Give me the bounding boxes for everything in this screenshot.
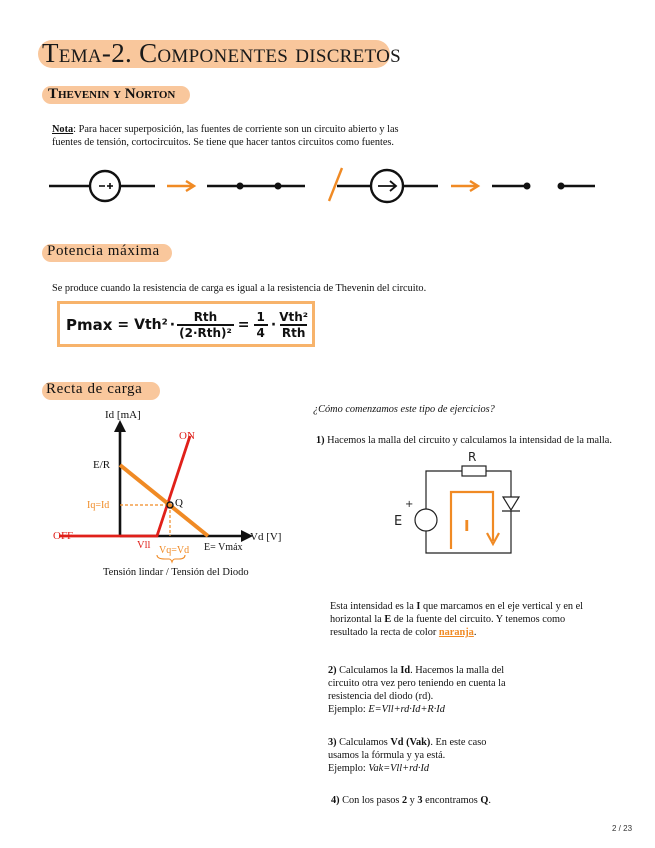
open-circuit-icon — [492, 183, 595, 190]
formula-frac1-den: (2·Rth)² — [179, 326, 232, 340]
note-text-line2: fuentes de tensión, cortocircuitos. Se tiene que hacer tantos circuitos como fuentes. — [52, 137, 394, 148]
explain-text-1: Esta intensidad es la — [330, 601, 417, 612]
vmax-label: E= Vmáx — [204, 542, 243, 553]
step4-text-a: Con los pasos — [339, 795, 402, 806]
note-label: Nota — [52, 124, 74, 135]
section-heading-recta: Recta de carga — [46, 381, 143, 397]
formula-dot: · — [169, 317, 176, 333]
note-paragraph — [52, 123, 472, 149]
resistor-icon — [462, 466, 486, 476]
y-axis-label: Id [mA] — [105, 409, 141, 421]
explain-i: I — [416, 601, 421, 612]
max-power-formula — [66, 305, 308, 345]
note-text-line1: : Para hacer superposición, las fuentes de corriente son un circuito abierto y las — [73, 124, 399, 135]
section-heading-thevenin: Thevenin y Norton — [48, 86, 176, 102]
step4-text-b: encontramos — [422, 795, 481, 806]
step2-paragraph — [328, 664, 520, 716]
e-label: E — [394, 514, 403, 529]
vll-label: Vll — [137, 540, 151, 551]
formula-frac3-den: Rth — [281, 326, 306, 340]
graph-caption: Tensión lindar / Tensión del Diodo — [103, 567, 249, 578]
explain-text-2: que marcamos en el eje vertical y en el horizontal la — [330, 601, 584, 625]
question-text: ¿Cómo comenzamos este tipo de ejercicios? — [313, 404, 495, 415]
formula-frac2-num: 1 — [256, 310, 265, 324]
step4-end: . — [488, 795, 491, 806]
step4-three: 3 — [417, 795, 423, 806]
step3-text-b: . En este caso usamos la fórmula y ya está. — [328, 737, 487, 761]
step3-paragraph — [328, 736, 516, 775]
source-equivalence-diagram — [45, 160, 605, 210]
step4-paragraph — [331, 794, 491, 807]
formula-fraction-3 — [279, 310, 308, 340]
step1-text: Hacemos la malla del circuito y calculamos la intensidad de la malla. — [324, 435, 612, 446]
step4-y: y — [407, 795, 418, 806]
step3-text-a: Calculamos — [336, 737, 391, 748]
page-title: Tema-2. Componentes discretos — [42, 38, 402, 68]
step2-text-a: Calculamos la — [336, 665, 401, 676]
arrow-icon — [451, 181, 478, 191]
diode-icon — [502, 497, 520, 511]
step3-vd: Vd (Vak) — [390, 737, 431, 748]
step2-example: E=Vll+rd·Id+R·Id — [368, 704, 445, 715]
voltage-source-icon — [49, 171, 155, 201]
step2-id: Id — [400, 665, 411, 676]
step2-number: 2) — [328, 665, 337, 676]
formula-dot: · — [270, 317, 277, 333]
explain-text-3: de la fuente del circuito. Y tenemos como resultado la recta de color — [330, 614, 566, 638]
mesh-current-loop — [451, 492, 499, 549]
circuit-diagram — [388, 445, 538, 565]
formula-fraction-2 — [254, 310, 268, 340]
formula-eq2: = — [237, 317, 250, 333]
arrow-icon — [167, 181, 194, 191]
step2-example-label: Ejemplo: — [328, 704, 369, 715]
i-label: I — [464, 517, 470, 535]
step2-text-b: . Hacemos la malla del circuito otra vez pero teniendo en cuenta la resistencia del diodo (rd). — [328, 665, 506, 702]
vq-label: Vq=Vd — [159, 545, 190, 556]
separator-slash — [329, 168, 342, 201]
step4-two: 2 — [401, 795, 408, 806]
y-axis-arrow — [114, 420, 126, 432]
voltage-source-icon — [415, 509, 437, 531]
step3-example-label: Ejemplo: — [328, 763, 369, 774]
load-line-graph — [45, 408, 295, 583]
formula-lhs: Pmax — [66, 316, 113, 334]
formula-frac3-num: Vth² — [279, 310, 309, 324]
vq-brace — [157, 555, 185, 562]
iq-label: Iq=Id — [87, 500, 110, 511]
off-label: OFF — [53, 530, 74, 542]
formula-term1: Vth² — [134, 317, 168, 333]
plus-label: + — [405, 499, 414, 510]
formula-eq: = — [117, 317, 130, 333]
step3-number: 3) — [328, 737, 337, 748]
current-source-icon — [337, 170, 438, 202]
step3-example: Vak=Vll+rd·Id — [368, 763, 430, 774]
on-label: ON — [179, 430, 195, 442]
step1-number: 1) — [316, 435, 325, 446]
short-circuit-icon — [207, 183, 305, 190]
page-number: 2 / 23 — [612, 824, 633, 833]
formula-frac2-den: 4 — [254, 324, 268, 340]
section-heading-potencia: Potencia máxima — [47, 243, 160, 259]
step4-q: Q — [480, 795, 489, 806]
load-line — [120, 465, 208, 536]
explain-e: E — [384, 614, 392, 625]
er-label: E/R — [93, 459, 111, 471]
formula-frac1-num: Rth — [193, 310, 218, 324]
potencia-text: Se produce cuando la resistencia de carga es igual a la resistencia de Thevenin del circuito. — [52, 283, 427, 294]
formula-fraction-1 — [177, 310, 234, 340]
q-label: Q — [175, 497, 183, 509]
step4-number: 4) — [331, 795, 340, 806]
r-label: R — [468, 450, 477, 464]
explain-color-word: naranja — [438, 627, 474, 638]
explain-end: . — [473, 627, 477, 638]
x-axis-label: Vd [V] — [250, 531, 282, 543]
explanation-paragraph — [330, 600, 600, 639]
